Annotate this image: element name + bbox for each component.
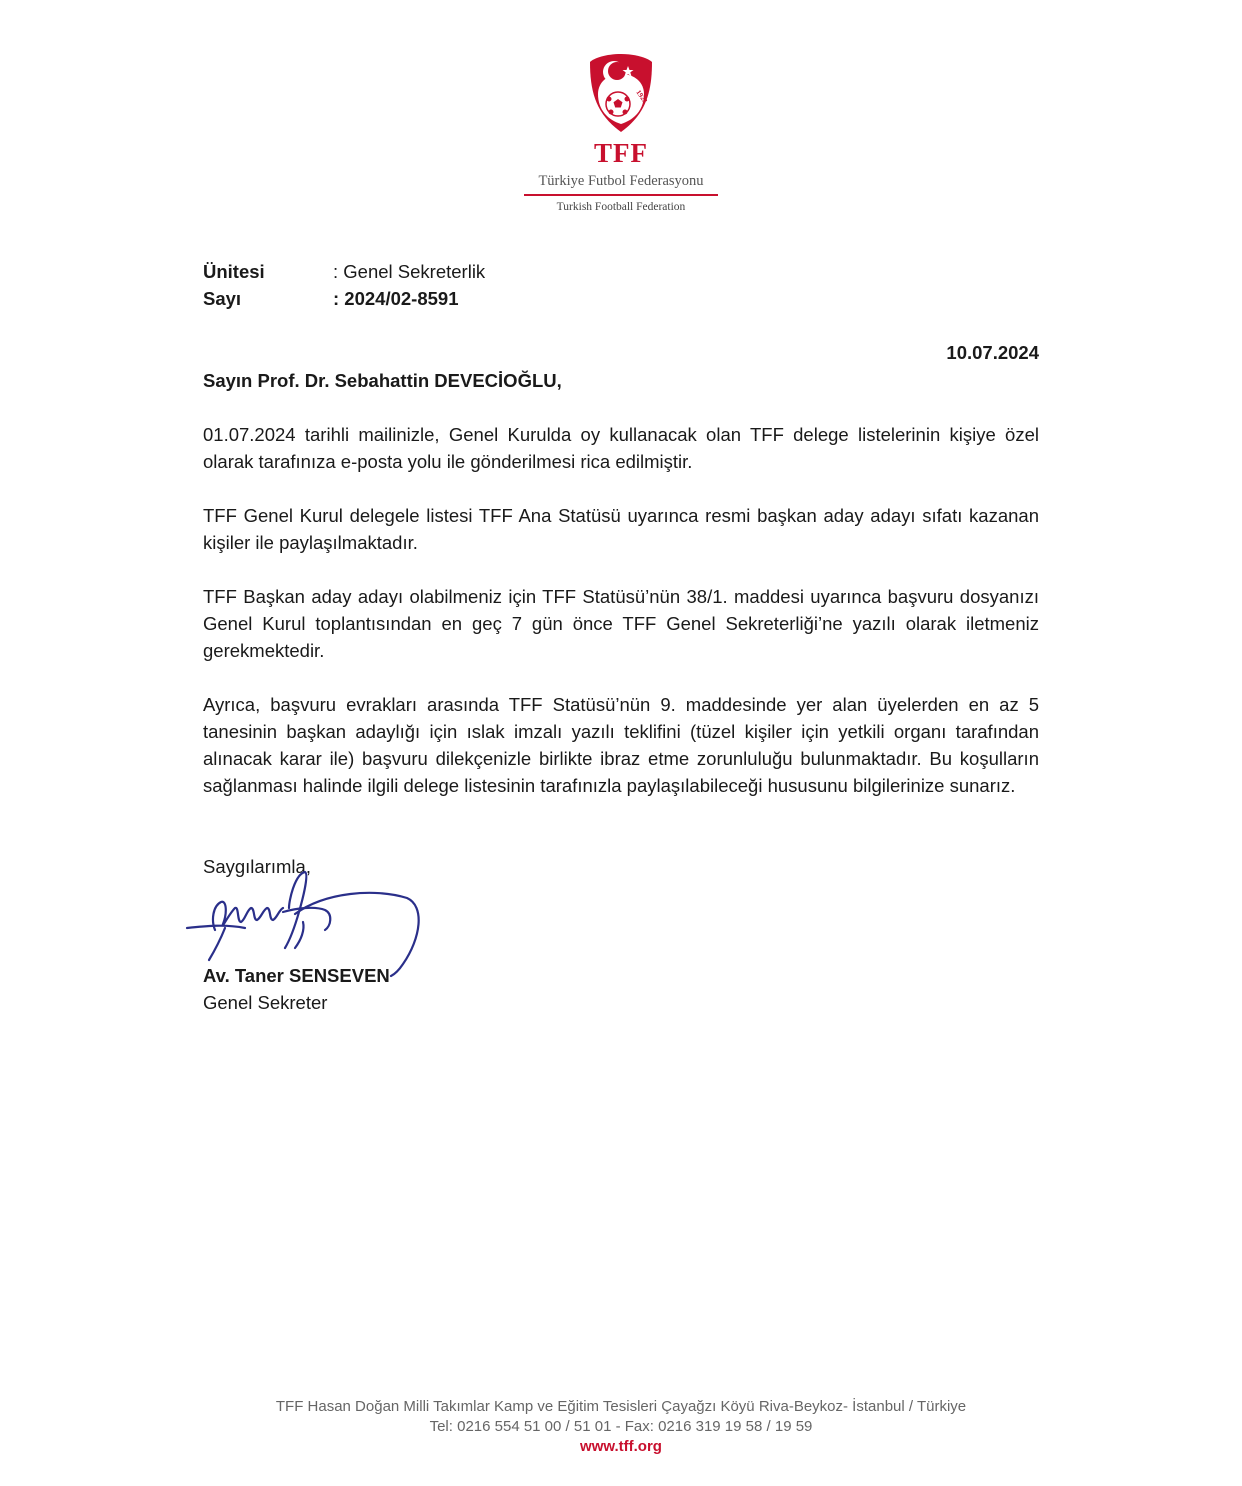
federation-name-tr: Türkiye Futbol Federasyonu <box>538 173 704 189</box>
paragraph-3: TFF Başkan aday adayı olabilmeniz için TFF Statüsü’nün 38/1. maddesi uyarınca başvuru dosyanızı Genel Kurul toplantısından en geç 7 gün önce TFF Genel Sekreterliği’ne yazılı olarak iletmeniz gerekmektedir. <box>203 586 1039 661</box>
letterhead <box>520 52 722 215</box>
unit-label: Ünitesi <box>203 261 265 282</box>
signatory-title: Genel Sekreter <box>203 992 328 1013</box>
closing: Saygılarımla, <box>203 856 311 877</box>
unit-value: : Genel Sekreterlik <box>333 261 486 282</box>
signatory-name: Av. Taner SENSEVEN <box>203 965 390 986</box>
footer-website[interactable]: www.tff.org <box>580 1438 662 1455</box>
brand-name: TFF <box>594 138 648 168</box>
number-label: Sayı <box>203 288 242 309</box>
footer-phone: Tel: 0216 554 51 00 / 51 01 - Fax: 0216 319 19 58 / 19 59 <box>429 1418 813 1435</box>
footer-address: TFF Hasan Doğan Milli Takımlar Kamp ve Eğitim Tesisleri Çayağzı Köyü Riva-Beykoz- İstanbul / Türkiye <box>275 1398 967 1415</box>
letter-date: 10.07.2024 <box>946 342 1039 363</box>
paragraph-1: 01.07.2024 tarihli mailinizle, Genel Kurulda oy kullanacak olan TFF delege listelerinin kişiye özel olarak tarafınıza e-posta yolu ile gönderilmesi rica edilmiştir. <box>203 424 1039 472</box>
letterhead-divider <box>524 194 718 196</box>
tff-emblem-icon <box>588 52 654 134</box>
emblem-year: 1923 <box>634 88 649 105</box>
paragraph-2: TFF Genel Kurul delegele listesi TFF Ana Statüsü uyarınca resmi başkan aday adayı sıfatı kazanan kişiler ile paylaşılmaktadır. <box>203 505 1039 553</box>
number-row <box>203 285 459 312</box>
paragraph-4: Ayrıca, başvuru evrakları arasında TFF Statüsü’nün 9. maddesinde yer alan üyelerden en az 5 tanesinin başkan adaylığı için ıslak imzalı yazılı teklifini (tüzel kişiler için yetkili organı tarafından alınacak karar ile) başvuru dilekçenizle birlikte ibraz etme zorunluluğu bulunmaktadır. Bu koşulların sağlanması halinde ilgili delege listesinin tarafınızla paylaşılabileceği hususunu bilgilerinize sunarız. <box>203 694 1039 796</box>
number-value: : 2024/02-8591 <box>333 288 459 309</box>
salutation: Sayın Prof. Dr. Sebahattin DEVECİOĞLU, <box>203 370 562 391</box>
unit-row <box>203 258 485 285</box>
federation-name-en: Turkish Football Federation <box>556 201 686 213</box>
